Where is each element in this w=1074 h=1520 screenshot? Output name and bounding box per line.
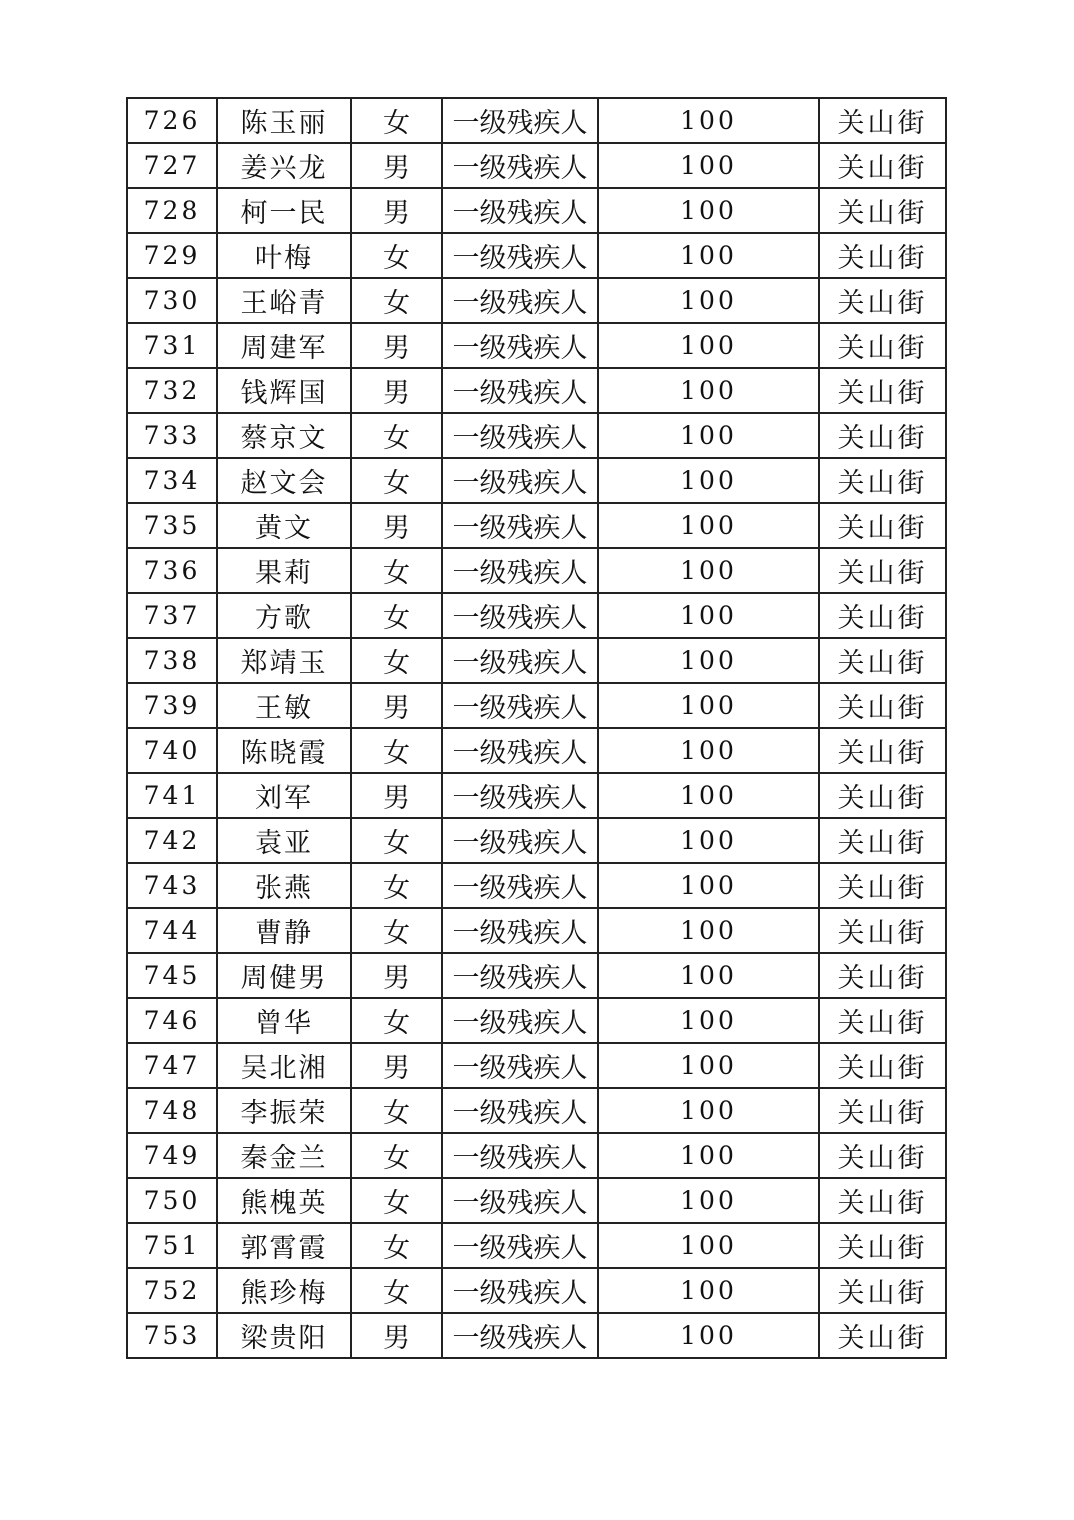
cell-amount: 100 xyxy=(598,98,819,143)
cell-gender: 男 xyxy=(351,188,442,233)
table-row xyxy=(127,278,946,323)
cell-street: 关山街 xyxy=(819,368,946,413)
cell-street: 关山街 xyxy=(819,593,946,638)
cell-gender: 女 xyxy=(351,278,442,323)
cell-street: 关山街 xyxy=(819,458,946,503)
cell-street: 关山街 xyxy=(819,188,946,233)
table-row xyxy=(127,233,946,278)
table-row xyxy=(127,863,946,908)
cell-number: 747 xyxy=(127,1043,217,1088)
cell-amount: 100 xyxy=(598,1268,819,1313)
table-row xyxy=(127,728,946,773)
cell-amount: 100 xyxy=(598,1313,819,1358)
cell-number: 743 xyxy=(127,863,217,908)
table-row xyxy=(127,1043,946,1088)
cell-name: 钱辉国 xyxy=(217,368,351,413)
cell-amount: 100 xyxy=(598,503,819,548)
cell-category: 一级残疾人 xyxy=(442,593,598,638)
cell-category: 一级残疾人 xyxy=(442,413,598,458)
cell-street: 关山街 xyxy=(819,1223,946,1268)
cell-gender: 女 xyxy=(351,1223,442,1268)
cell-number: 736 xyxy=(127,548,217,593)
cell-gender: 男 xyxy=(351,773,442,818)
table-row xyxy=(127,683,946,728)
cell-category: 一级残疾人 xyxy=(442,503,598,548)
cell-number: 735 xyxy=(127,503,217,548)
cell-category: 一级残疾人 xyxy=(442,683,598,728)
cell-amount: 100 xyxy=(598,233,819,278)
cell-street: 关山街 xyxy=(819,1043,946,1088)
cell-number: 748 xyxy=(127,1088,217,1133)
cell-category: 一级残疾人 xyxy=(442,143,598,188)
cell-amount: 100 xyxy=(598,1178,819,1223)
table-row xyxy=(127,1268,946,1313)
cell-name: 郭霄霞 xyxy=(217,1223,351,1268)
cell-amount: 100 xyxy=(598,1043,819,1088)
cell-gender: 男 xyxy=(351,1043,442,1088)
cell-gender: 女 xyxy=(351,638,442,683)
table-row xyxy=(127,548,946,593)
cell-number: 749 xyxy=(127,1133,217,1178)
cell-name: 姜兴龙 xyxy=(217,143,351,188)
cell-street: 关山街 xyxy=(819,278,946,323)
cell-street: 关山街 xyxy=(819,728,946,773)
cell-name: 柯一民 xyxy=(217,188,351,233)
cell-gender: 女 xyxy=(351,233,442,278)
cell-amount: 100 xyxy=(598,1223,819,1268)
cell-number: 739 xyxy=(127,683,217,728)
cell-gender: 男 xyxy=(351,368,442,413)
cell-amount: 100 xyxy=(598,728,819,773)
table-row xyxy=(127,593,946,638)
cell-street: 关山街 xyxy=(819,548,946,593)
cell-number: 751 xyxy=(127,1223,217,1268)
cell-category: 一级残疾人 xyxy=(442,1223,598,1268)
table-row xyxy=(127,1223,946,1268)
cell-gender: 女 xyxy=(351,728,442,773)
cell-street: 关山街 xyxy=(819,1178,946,1223)
cell-amount: 100 xyxy=(598,413,819,458)
table-row xyxy=(127,908,946,953)
cell-amount: 100 xyxy=(598,188,819,233)
cell-street: 关山街 xyxy=(819,323,946,368)
cell-name: 曹静 xyxy=(217,908,351,953)
cell-street: 关山街 xyxy=(819,818,946,863)
cell-category: 一级残疾人 xyxy=(442,998,598,1043)
cell-number: 753 xyxy=(127,1313,217,1358)
cell-amount: 100 xyxy=(598,278,819,323)
cell-number: 728 xyxy=(127,188,217,233)
cell-name: 刘军 xyxy=(217,773,351,818)
cell-category: 一级残疾人 xyxy=(442,323,598,368)
cell-street: 关山街 xyxy=(819,998,946,1043)
table-row xyxy=(127,1088,946,1133)
cell-gender: 男 xyxy=(351,1313,442,1358)
cell-gender: 女 xyxy=(351,1133,442,1178)
cell-amount: 100 xyxy=(598,143,819,188)
cell-category: 一级残疾人 xyxy=(442,728,598,773)
table-row xyxy=(127,1313,946,1358)
cell-number: 741 xyxy=(127,773,217,818)
cell-gender: 女 xyxy=(351,98,442,143)
table-body xyxy=(127,98,946,1358)
cell-street: 关山街 xyxy=(819,98,946,143)
cell-number: 750 xyxy=(127,1178,217,1223)
cell-category: 一级残疾人 xyxy=(442,233,598,278)
cell-number: 733 xyxy=(127,413,217,458)
cell-number: 726 xyxy=(127,98,217,143)
cell-name: 王敏 xyxy=(217,683,351,728)
table-row xyxy=(127,503,946,548)
table-row xyxy=(127,953,946,998)
table-row xyxy=(127,998,946,1043)
cell-gender: 男 xyxy=(351,323,442,368)
cell-name: 郑靖玉 xyxy=(217,638,351,683)
cell-street: 关山街 xyxy=(819,773,946,818)
cell-street: 关山街 xyxy=(819,863,946,908)
cell-category: 一级残疾人 xyxy=(442,188,598,233)
cell-gender: 女 xyxy=(351,593,442,638)
cell-gender: 女 xyxy=(351,1178,442,1223)
cell-name: 秦金兰 xyxy=(217,1133,351,1178)
cell-category: 一级残疾人 xyxy=(442,1133,598,1178)
cell-number: 731 xyxy=(127,323,217,368)
cell-amount: 100 xyxy=(598,683,819,728)
cell-gender: 女 xyxy=(351,458,442,503)
cell-street: 关山街 xyxy=(819,143,946,188)
cell-amount: 100 xyxy=(598,323,819,368)
cell-street: 关山街 xyxy=(819,638,946,683)
beneficiary-table xyxy=(126,97,947,1359)
cell-name: 袁亚 xyxy=(217,818,351,863)
cell-gender: 女 xyxy=(351,908,442,953)
cell-category: 一级残疾人 xyxy=(442,863,598,908)
cell-street: 关山街 xyxy=(819,1313,946,1358)
cell-category: 一级残疾人 xyxy=(442,1088,598,1133)
cell-category: 一级残疾人 xyxy=(442,773,598,818)
table-row xyxy=(127,188,946,233)
cell-number: 744 xyxy=(127,908,217,953)
cell-name: 果莉 xyxy=(217,548,351,593)
cell-number: 738 xyxy=(127,638,217,683)
table-row xyxy=(127,818,946,863)
cell-name: 周健男 xyxy=(217,953,351,998)
cell-amount: 100 xyxy=(598,998,819,1043)
cell-number: 727 xyxy=(127,143,217,188)
table-row xyxy=(127,638,946,683)
cell-number: 732 xyxy=(127,368,217,413)
cell-name: 蔡京文 xyxy=(217,413,351,458)
cell-amount: 100 xyxy=(598,458,819,503)
cell-street: 关山街 xyxy=(819,503,946,548)
cell-name: 张燕 xyxy=(217,863,351,908)
cell-street: 关山街 xyxy=(819,683,946,728)
cell-name: 吴北湘 xyxy=(217,1043,351,1088)
cell-category: 一级残疾人 xyxy=(442,1178,598,1223)
cell-amount: 100 xyxy=(598,638,819,683)
cell-gender: 女 xyxy=(351,548,442,593)
cell-gender: 女 xyxy=(351,818,442,863)
cell-amount: 100 xyxy=(598,773,819,818)
cell-name: 陈玉丽 xyxy=(217,98,351,143)
cell-number: 746 xyxy=(127,998,217,1043)
cell-name: 梁贵阳 xyxy=(217,1313,351,1358)
cell-category: 一级残疾人 xyxy=(442,278,598,323)
cell-street: 关山街 xyxy=(819,908,946,953)
cell-amount: 100 xyxy=(598,1088,819,1133)
cell-category: 一级残疾人 xyxy=(442,98,598,143)
cell-number: 730 xyxy=(127,278,217,323)
cell-amount: 100 xyxy=(598,818,819,863)
table-row xyxy=(127,1178,946,1223)
cell-category: 一级残疾人 xyxy=(442,1313,598,1358)
table-row xyxy=(127,98,946,143)
cell-number: 734 xyxy=(127,458,217,503)
cell-name: 李振荣 xyxy=(217,1088,351,1133)
cell-number: 752 xyxy=(127,1268,217,1313)
cell-street: 关山街 xyxy=(819,1133,946,1178)
cell-category: 一级残疾人 xyxy=(442,818,598,863)
cell-category: 一级残疾人 xyxy=(442,548,598,593)
cell-gender: 女 xyxy=(351,413,442,458)
table-row xyxy=(127,1133,946,1178)
cell-number: 745 xyxy=(127,953,217,998)
cell-gender: 男 xyxy=(351,683,442,728)
cell-amount: 100 xyxy=(598,908,819,953)
cell-gender: 女 xyxy=(351,1088,442,1133)
table-row xyxy=(127,323,946,368)
cell-name: 叶梅 xyxy=(217,233,351,278)
cell-category: 一级残疾人 xyxy=(442,908,598,953)
cell-number: 740 xyxy=(127,728,217,773)
cell-street: 关山街 xyxy=(819,1268,946,1313)
cell-category: 一级残疾人 xyxy=(442,1268,598,1313)
cell-name: 周建军 xyxy=(217,323,351,368)
cell-category: 一级残疾人 xyxy=(442,458,598,503)
cell-name: 王峪青 xyxy=(217,278,351,323)
table-row xyxy=(127,368,946,413)
cell-gender: 男 xyxy=(351,503,442,548)
table-row xyxy=(127,773,946,818)
cell-gender: 男 xyxy=(351,143,442,188)
cell-category: 一级残疾人 xyxy=(442,953,598,998)
cell-name: 方歌 xyxy=(217,593,351,638)
cell-gender: 女 xyxy=(351,863,442,908)
cell-gender: 男 xyxy=(351,953,442,998)
cell-number: 737 xyxy=(127,593,217,638)
table-row xyxy=(127,458,946,503)
table-row xyxy=(127,413,946,458)
cell-category: 一级残疾人 xyxy=(442,368,598,413)
cell-category: 一级残疾人 xyxy=(442,1043,598,1088)
cell-amount: 100 xyxy=(598,593,819,638)
cell-street: 关山街 xyxy=(819,413,946,458)
cell-name: 陈晓霞 xyxy=(217,728,351,773)
cell-amount: 100 xyxy=(598,548,819,593)
cell-category: 一级残疾人 xyxy=(442,638,598,683)
table-row xyxy=(127,143,946,188)
cell-street: 关山街 xyxy=(819,233,946,278)
cell-name: 曾华 xyxy=(217,998,351,1043)
cell-amount: 100 xyxy=(598,953,819,998)
cell-street: 关山街 xyxy=(819,953,946,998)
cell-gender: 女 xyxy=(351,1268,442,1313)
cell-name: 熊珍梅 xyxy=(217,1268,351,1313)
cell-name: 熊槐英 xyxy=(217,1178,351,1223)
cell-amount: 100 xyxy=(598,1133,819,1178)
cell-amount: 100 xyxy=(598,368,819,413)
cell-name: 赵文会 xyxy=(217,458,351,503)
cell-gender: 女 xyxy=(351,998,442,1043)
cell-number: 742 xyxy=(127,818,217,863)
cell-street: 关山街 xyxy=(819,1088,946,1133)
cell-number: 729 xyxy=(127,233,217,278)
cell-amount: 100 xyxy=(598,863,819,908)
cell-name: 黄文 xyxy=(217,503,351,548)
